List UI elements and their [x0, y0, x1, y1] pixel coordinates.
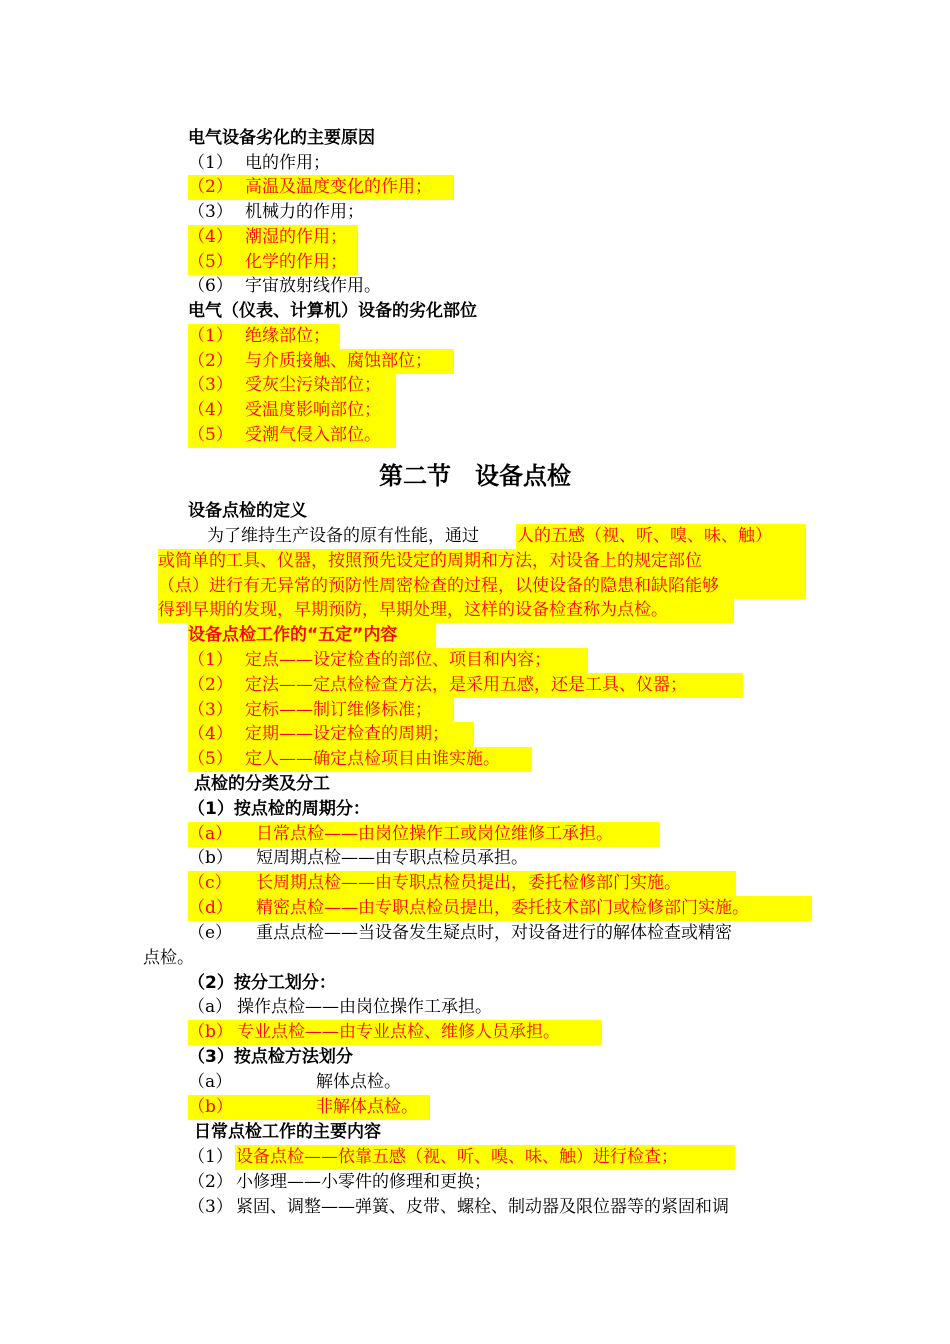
list-item: （4） 受温度影响部位；	[0, 398, 950, 423]
list-item: （3） 定标——制订维修标准；	[0, 698, 950, 723]
section1-title: 电气设备劣化的主要原因	[188, 128, 375, 148]
list-item: （b） 非解体点检。	[0, 1095, 950, 1120]
five-fixed-title: 设备点检工作的“五定”内容	[0, 623, 950, 648]
list-item: （1） 电的作用；	[188, 153, 330, 173]
list-item: （2） 定法——定点检检查方法，是采用五感，还是工具、仪器；	[0, 673, 950, 698]
list-item: （4） 定期——设定检查的周期；	[0, 722, 950, 747]
list-item: （3） 机械力的作用；	[188, 202, 364, 222]
list-item: （2） 高温及温度变化的作用；	[0, 175, 950, 200]
method-title: （3）按点检方法划分	[188, 1047, 353, 1067]
division-title: （2）按分工划分：	[188, 973, 336, 993]
list-item: （a） 解体点检。	[188, 1072, 401, 1092]
list-item: （b） 短周期点检——由专职点检员承担。	[188, 848, 528, 868]
list-item: （1） 定点——设定检查的部位、项目和内容；	[0, 648, 950, 673]
list-item: （a） 日常点检——由岗位操作工或岗位维修工承担。	[0, 822, 950, 847]
list-item: （c） 长周期点检——由专职点检员提出，委托检修部门实施。	[0, 871, 950, 896]
list-item: （e） 重点点检——当设备发生疑点时，对设备进行的解体检查或精密	[188, 923, 732, 943]
list-item: （a） 操作点检——由岗位操作工承担。	[188, 997, 492, 1017]
list-item: （1） 绝缘部位；	[0, 324, 950, 349]
list-item: （5） 受潮气侵入部位。	[0, 423, 950, 448]
list-item: （4） 潮湿的作用；	[0, 225, 950, 250]
classification-title: 点检的分类及分工	[194, 774, 330, 794]
list-item: （5） 化学的作用；	[0, 250, 950, 275]
paragraph-line: （点）进行有无异常的预防性周密检查的过程，以使设备的隐患和缺陷能够	[0, 574, 950, 599]
list-item: （3） 受灰尘污染部位；	[0, 373, 950, 398]
chapter-heading: 第二节 设备点检	[379, 462, 571, 490]
list-item: （b） 专业点检——由专业点检、维修人员承担。	[0, 1020, 950, 1045]
list-item: （5） 定人——确定点检项目由谁实施。	[0, 747, 950, 772]
section2-title: 电气（仪表、计算机）设备的劣化部位	[188, 301, 477, 321]
paragraph-line: 为了维持生产设备的原有性能，通过 人的五感（视、听、嗅、味、触）	[0, 524, 950, 549]
list-item: （2） 小修理——小零件的修理和更换；	[188, 1172, 491, 1192]
paragraph-line: 得到早期的发现，早期预防，早期处理，这样的设备检查称为点检。	[0, 598, 950, 623]
paragraph-line: 点检。	[143, 948, 194, 968]
daily-title: 日常点检工作的主要内容	[194, 1122, 381, 1142]
list-item: （d） 精密点检——由专职点检员提出，委托技术部门或检修部门实施。	[0, 896, 950, 921]
list-item: （6） 宇宙放射线作用。	[188, 276, 381, 296]
list-item: （3） 紧固、调整——弹簧、皮带、螺栓、制动器及限位器等的紧固和调	[188, 1197, 729, 1217]
list-item: （1） 设备点检——依靠五感（视、听、嗅、味、触）进行检查；	[0, 1145, 950, 1170]
period-title: （1）按点检的周期分：	[188, 799, 370, 819]
list-item: （2） 与介质接触、腐蚀部位；	[0, 349, 950, 374]
paragraph-line: 或简单的工具、仪器，按照预先设定的周期和方法，对设备上的规定部位	[0, 549, 950, 574]
definition-title: 设备点检的定义	[188, 501, 307, 521]
